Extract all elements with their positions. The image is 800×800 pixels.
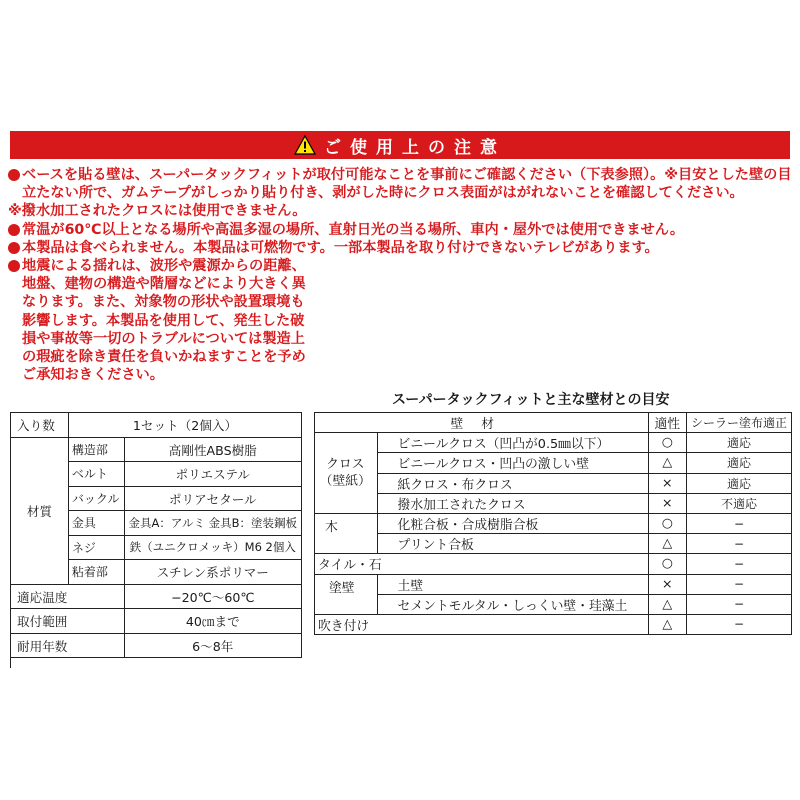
spec-key: 耐用年数 [11, 633, 125, 658]
table-row [315, 513, 792, 533]
wall-fit: △ [648, 614, 686, 634]
spec-part: 粘着部 [68, 560, 124, 585]
wall-sealer: − [686, 513, 791, 533]
spec-value: スチレン系ポリマー [124, 560, 301, 585]
spec-key: 入り数 [11, 413, 69, 438]
table-row [315, 493, 792, 513]
bullet-icon [8, 224, 20, 236]
wall-fit: ○ [648, 433, 686, 453]
wall-sealer: − [686, 554, 791, 574]
table-row [315, 433, 792, 453]
group-wood: 木 [315, 513, 378, 553]
spec-value: 6〜8年 [124, 633, 301, 658]
table-row [11, 609, 302, 634]
table-row [315, 574, 792, 594]
wall-sealer: − [686, 534, 791, 554]
wall-sealer: − [686, 614, 791, 634]
table-row [11, 413, 302, 438]
material-group-label: 材質 [11, 437, 69, 584]
wall-sealer: 適応 [686, 433, 791, 453]
spec-part: 金具 [68, 511, 124, 536]
spec-value: 鉄（ユニクロメッキ）M6 2個入 [124, 535, 301, 560]
wall-sealer: − [686, 594, 791, 614]
wall-fit: × [648, 493, 686, 513]
table-end-cell [11, 658, 302, 668]
wall-fit: ○ [648, 513, 686, 533]
wall-fit: △ [648, 453, 686, 473]
group-cloth-line1: クロス [326, 457, 365, 473]
table-row [11, 633, 302, 658]
caution-banner [10, 131, 790, 159]
bullet-icon [8, 242, 20, 254]
bullet-icon [8, 169, 20, 181]
wall-material-table [314, 412, 792, 635]
wall-sealer: 不適応 [686, 493, 791, 513]
wall-material: 紙クロス・布クロス [377, 473, 648, 493]
bullet-icon [8, 260, 20, 272]
wall-table-title: スーパータックフィットと主な壁材との目安 [392, 392, 670, 408]
wall-fit: △ [648, 534, 686, 554]
note-text: ベースを貼る壁は、スーパータックフィットが取付可能なことを事前にご確認ください（下表参照）。※目安とした壁の目立たない所で、ガムテープがしっかり貼り付き、剥がした時にクロス表面がはがれないことを確認してください。 [22, 167, 792, 202]
caution-notes [8, 166, 792, 384]
group-plaster: 塗壁 [315, 574, 378, 614]
spec-value: ポリアセタール [124, 486, 301, 511]
spec-value: ポリエステル [124, 462, 301, 487]
wall-sealer: − [686, 574, 791, 594]
group-tile: タイル・石 [315, 554, 649, 574]
table-row [315, 534, 792, 554]
spec-value: 金具A：アルミ 金具B：塗装鋼板 [124, 511, 301, 536]
group-spray: 吹き付け [315, 614, 649, 634]
wall-sealer: 適応 [686, 453, 791, 473]
wall-sealer: 適応 [686, 473, 791, 493]
warning-icon [294, 135, 316, 155]
spec-table [10, 412, 302, 668]
spec-value: 1セット（2個入） [68, 413, 301, 438]
wall-material: 化粧合板・合成樹脂合板 [377, 513, 648, 533]
note-item [8, 239, 792, 257]
wall-fit: × [648, 473, 686, 493]
banner-title: ご使用上の注意 [324, 137, 506, 158]
table-row [315, 594, 792, 614]
note-item [8, 202, 792, 220]
spec-part: 構造部 [68, 437, 124, 462]
group-cloth [315, 433, 378, 514]
note-item [8, 257, 310, 384]
spec-part: ベルト [68, 462, 124, 487]
header-material: 壁材 [315, 413, 649, 433]
table-row [315, 453, 792, 473]
note-text: ※撥水加工されたクロスには使用できません。 [8, 203, 307, 220]
wall-material: 土壁 [377, 574, 648, 594]
table-row [315, 554, 792, 574]
table-end [11, 658, 302, 668]
wall-material: ビニールクロス・凹凸の激しい壁 [377, 453, 648, 473]
note-item [8, 221, 792, 239]
table-row [315, 614, 792, 634]
wall-fit: ○ [648, 554, 686, 574]
wall-material: プリント合板 [377, 534, 648, 554]
table-row [11, 584, 302, 609]
spec-value: 高剛性ABS樹脂 [124, 437, 301, 462]
note-text: 地震による揺れは、波形や震源からの距離、地盤、建物の構造や階層などにより大きく異なります。また、対象物の形状や設置環境も影響します。本製品を使用して、発生した破損や事故等一切のトラブルについては製造上の瑕疵を除き責任を負いかねますことを予めご承知おきください。 [22, 258, 306, 384]
group-cloth-line2: （壁紙） [319, 474, 371, 490]
table-row [11, 437, 302, 462]
table-header-row [315, 413, 792, 433]
header-sealer: シーラー塗布適正 [686, 413, 791, 433]
spec-value: 40㎝まで [124, 609, 301, 634]
wall-material: 撥水加工されたクロス [377, 493, 648, 513]
table-row [315, 473, 792, 493]
note-text: 常温が60℃以上となる場所や高温多湿の場所、直射日光の当る場所、車内・屋外では使用できません。 [22, 221, 685, 238]
spec-part: バックル [68, 486, 124, 511]
wall-fit: × [648, 574, 686, 594]
spec-value: −20℃〜60℃ [124, 584, 301, 609]
wall-material: セメントモルタル・しっくい壁・珪藻土 [377, 594, 648, 614]
spec-key: 取付範囲 [11, 609, 125, 634]
wall-material: ビニールクロス（凹凸が0.5㎜以下） [377, 433, 648, 453]
wall-fit: △ [648, 594, 686, 614]
note-item [8, 166, 792, 202]
spec-part: ネジ [68, 535, 124, 560]
spec-key: 適応温度 [11, 584, 125, 609]
header-fit: 適性 [648, 413, 686, 433]
note-text: 本製品は食べられません。本製品は可燃物です。一部本製品を取り付けできないテレビがあります。 [22, 239, 659, 256]
